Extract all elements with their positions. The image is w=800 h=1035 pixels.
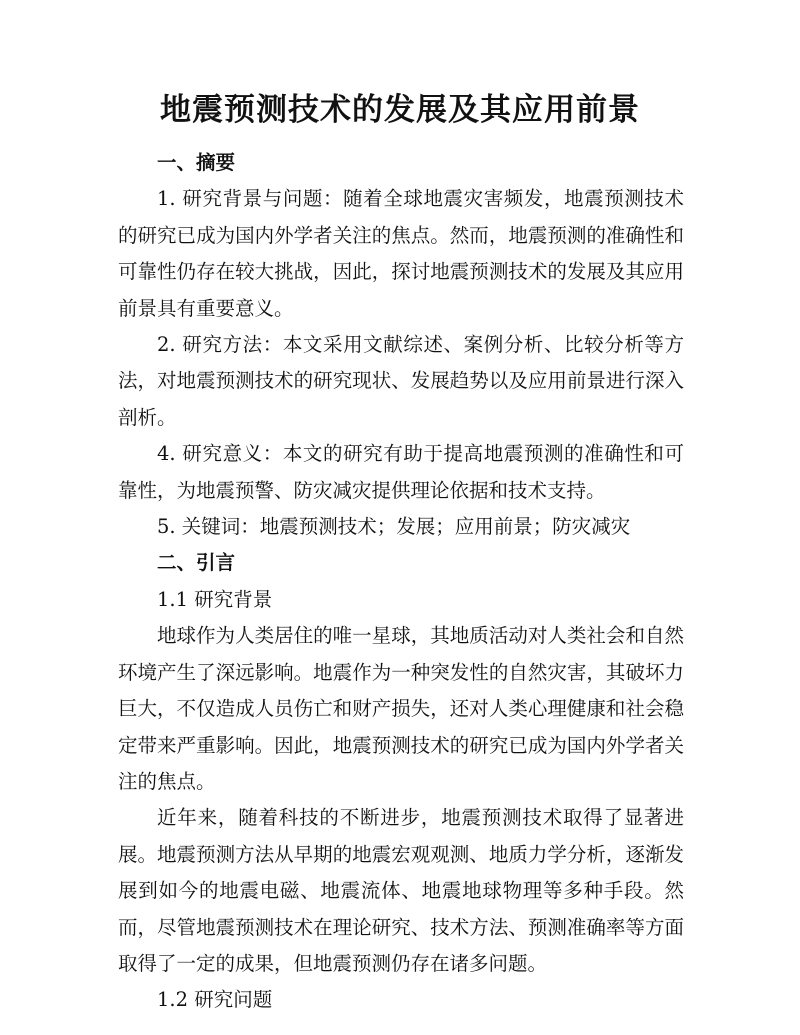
abstract-heading: 一、摘要	[157, 151, 236, 174]
section-1-1-paragraph: 地球作为人类居住的唯一星球，其地质活动对人类社会和自然环境产生了深远影响。地震作为一种突发性的自然灾害，其破坏力巨大，不仅造成人员伤亡和财产损失，还对人类心理健康和社会稳定带来严重影响。因此，地震预测技术的研究已成为国内外学者关注的焦点。	[118, 624, 684, 793]
document-title: 地震预测技术的发展及其应用前景	[160, 92, 640, 128]
document-body	[118, 145, 684, 1019]
abstract-item-significance: 4. 研究意义：本文的研究有助于提高地震预测的准确性和可靠性，为地震预警、防灾减灾提供理论依据和技术支持。	[118, 442, 684, 502]
section-1-2-heading: 1.2 研究问题	[157, 988, 273, 1012]
abstract-item-methods: 2. 研究方法：本文采用文献综述、案例分析、比较分析等方法，对地震预测技术的研究现状、发展趋势以及应用前景进行深入剖析。	[118, 333, 684, 429]
section-1-1-paragraph: 近年来，随着科技的不断进步，地震预测技术取得了显著进展。地震预测方法从早期的地震宏观观测、地质力学分析，逐渐发展到如今的地震电磁、地震流体、地震地球物理等多种手段。然而，尽管地震预测技术在理论研究、技术方法、预测准确率等方面取得了一定的成果，但地震预测仍存在诸多问题。	[118, 806, 684, 975]
section-1-1-heading: 1.1 研究背景	[157, 587, 273, 611]
abstract-item-keywords: 5. 关键词：地震预测技术；发展；应用前景；防灾减灾	[157, 515, 631, 539]
intro-heading: 二、引言	[157, 551, 236, 575]
abstract-item-background: 1. 研究背景与问题：随着全球地震灾害频发，地震预测技术的研究已成为国内外学者关注的焦点。然而，地震预测的准确性和可靠性仍存在较大挑战，因此，探讨地震预测技术的发展及其应用前景具有重要意义。	[118, 187, 684, 320]
